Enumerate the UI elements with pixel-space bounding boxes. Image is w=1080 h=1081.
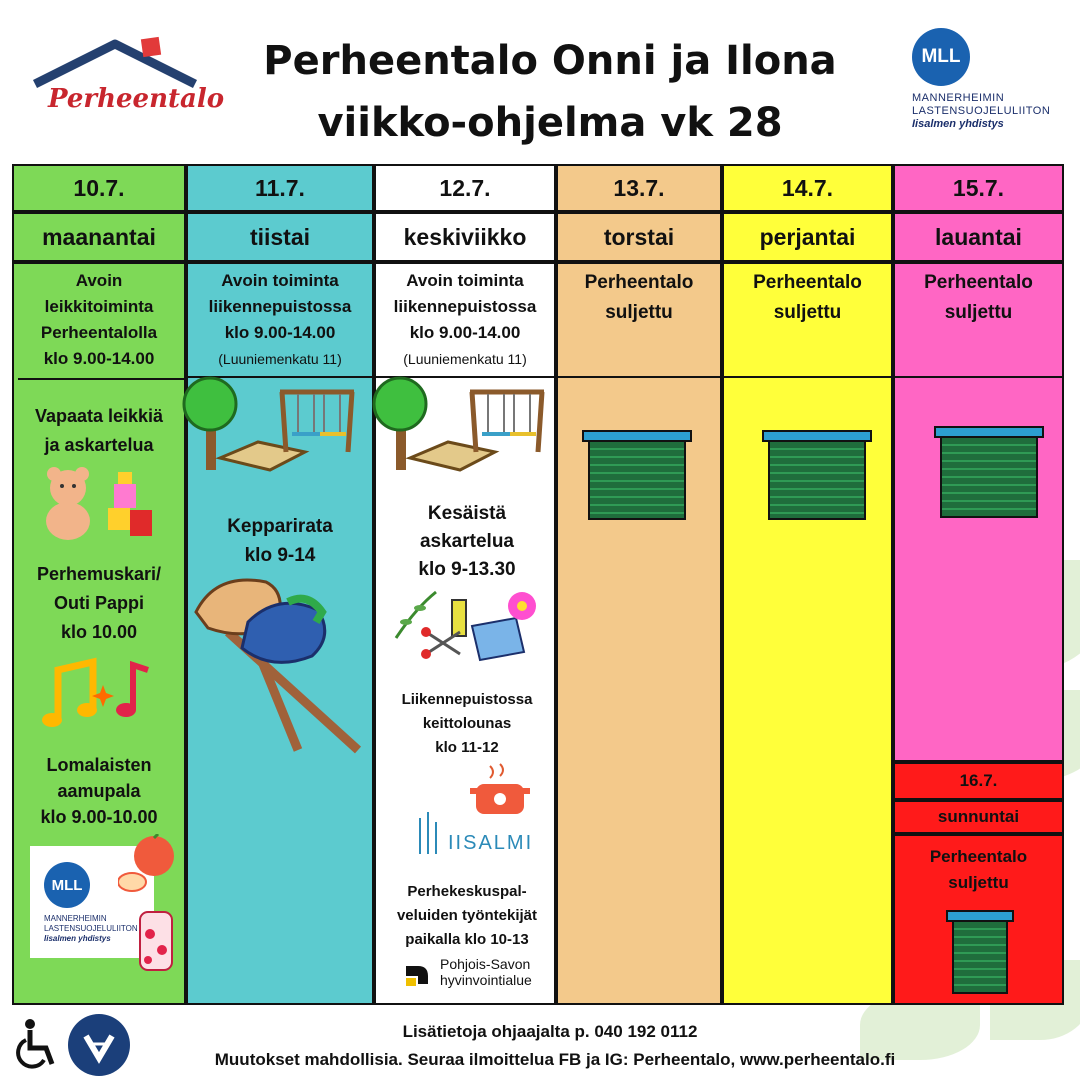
tuesday-event-kepparirata: Kepparirata klo 9-14 bbox=[227, 516, 333, 566]
date-friday: 14.7. bbox=[722, 164, 893, 212]
wheelchair-icon bbox=[16, 1018, 60, 1070]
closed-shutter-icon-sunday bbox=[946, 910, 1014, 994]
opening-sunday: Perheentalo suljettu bbox=[893, 834, 1064, 1005]
monday-event-breakfast: Lomalaisten aamupala klo 9.00-10.00 bbox=[40, 755, 158, 827]
logo-text: Perheentalo bbox=[48, 84, 225, 114]
closed-shutter-icon-friday bbox=[762, 430, 872, 520]
opening-monday bbox=[12, 262, 186, 378]
mll-card-text-3: Iisalmen yhdistys bbox=[44, 934, 111, 943]
mll-card-text-2: LASTENSUOJELULIITON bbox=[44, 924, 138, 933]
dayname-saturday: lauantai bbox=[893, 212, 1064, 262]
monday-event-free-play: Vapaata leikkiä ja askartelua bbox=[34, 406, 164, 455]
date-thursday: 13.7. bbox=[556, 164, 722, 212]
iisalmi-tree-icon bbox=[414, 810, 444, 856]
opening-tuesday bbox=[186, 262, 374, 378]
footer-info: Lisätietoja ohjaajalta p. 040 192 0112 bbox=[402, 1022, 698, 1041]
certificate-badge-icon bbox=[68, 1014, 130, 1076]
teddy-toys-icon bbox=[38, 466, 163, 542]
date-sunday: 16.7. bbox=[893, 762, 1064, 800]
dayname-tuesday: tiistai bbox=[186, 212, 374, 262]
music-notes-icon bbox=[38, 640, 163, 730]
page-subtitle: viikko-ohjelma vk 28 bbox=[317, 100, 783, 146]
footer-notice: Muutokset mahdollisia. Seuraa ilmoittelua FB ja IG: Perheentalo, www.perheentalo.fi bbox=[214, 1050, 896, 1069]
dayname-monday: maanantai bbox=[12, 212, 186, 262]
date-tuesday: 11.7. bbox=[186, 164, 374, 212]
fruit-icon bbox=[118, 834, 184, 974]
monday-divider bbox=[18, 378, 184, 380]
dayname-thursday: torstai bbox=[556, 212, 722, 262]
opening-friday bbox=[722, 262, 893, 378]
opening-text-monday: Avoin leikkitoiminta Perheentalolla klo 9.00-14.00 bbox=[40, 271, 158, 368]
date-monday: 10.7. bbox=[12, 164, 186, 212]
mll-badge-icon: MLL bbox=[912, 28, 970, 86]
address-note-wednesday: (Luuniemenkatu 11) bbox=[403, 351, 527, 367]
pshva-logo bbox=[404, 956, 544, 990]
wednesday-event-crafts: Kesäistä askartelua klo 9-13.30 bbox=[418, 503, 516, 580]
page-title: Perheentalo Onni ja Ilona bbox=[263, 38, 837, 84]
iisalmi-text: IISALMI bbox=[448, 832, 534, 854]
closed-shutter-icon-saturday bbox=[934, 426, 1044, 518]
address-note-tuesday: (Luuniemenkatu 11) bbox=[218, 351, 342, 367]
pshva-text-2: hyvinvointialue bbox=[440, 972, 532, 988]
pshva-mark-icon bbox=[404, 960, 432, 988]
pshva-text-1: Pohjois-Savon bbox=[440, 956, 531, 972]
opening-wednesday bbox=[374, 262, 556, 378]
mll-text-2: LASTENSUOJELULIITON bbox=[912, 105, 1051, 117]
opening-text-wednesday: Avoin toiminta liikennepuistossa klo 9.00-14.00 bbox=[393, 271, 537, 342]
mll-card-text-1: MANNERHEIMIN bbox=[44, 914, 107, 923]
wednesday-event-family-services: Perhekeskuspal- veluiden työntekijät paikalla klo 10-13 bbox=[396, 883, 538, 948]
mll-logo bbox=[912, 28, 1052, 138]
opening-text-thursday: Perheentalo suljettu bbox=[584, 272, 694, 323]
wednesday-event-lunch: Liikennepuistossa keittolounas klo 11-12 bbox=[401, 691, 533, 756]
mll-text-1: MANNERHEIMIN bbox=[912, 92, 1005, 104]
hobby-horse-icon bbox=[188, 572, 368, 754]
craft-supplies-icon bbox=[386, 588, 542, 664]
monday-event-muskari: Perhemuskari/ Outi Pappi klo 10.00 bbox=[36, 564, 162, 642]
opening-text-tuesday: Avoin toiminta liikennepuistossa klo 9.00-14.00 bbox=[208, 271, 352, 342]
closed-shutter-icon-thursday bbox=[582, 430, 692, 520]
opening-saturday bbox=[893, 262, 1064, 378]
park-tree-sandbox-icon bbox=[180, 372, 370, 472]
iisalmi-logo bbox=[414, 810, 534, 856]
dayname-friday: perjantai bbox=[722, 212, 893, 262]
date-wednesday: 12.7. bbox=[374, 164, 556, 212]
mll-card-badge-icon: MLL bbox=[44, 862, 90, 908]
opening-text-saturday: Perheentalo suljettu bbox=[924, 272, 1033, 323]
mll-text-3: Iisalmen yhdistys bbox=[912, 118, 1004, 130]
date-saturday: 15.7. bbox=[893, 164, 1064, 212]
perheentalo-logo bbox=[30, 36, 225, 126]
opening-thursday bbox=[556, 262, 722, 378]
opening-text-friday: Perheentalo suljettu bbox=[753, 272, 862, 323]
dayname-sunday: sunnuntai bbox=[893, 800, 1064, 834]
dayname-wednesday: keskiviikko bbox=[374, 212, 556, 262]
park-tree-sandbox-icon-2 bbox=[370, 372, 560, 472]
